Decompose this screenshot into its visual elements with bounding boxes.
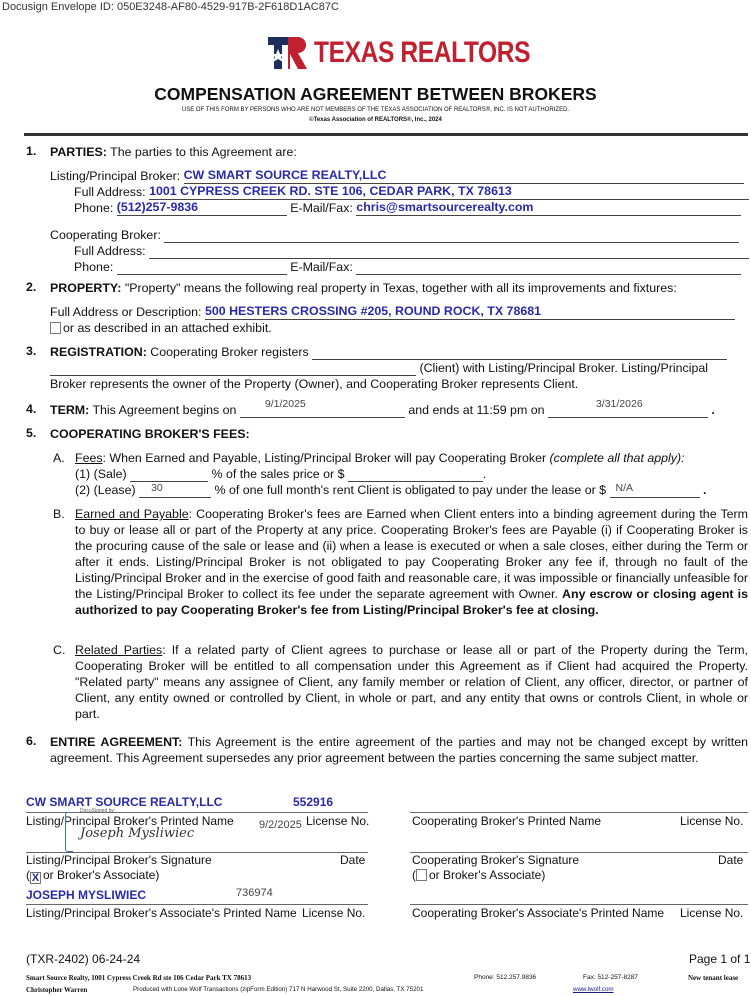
docusign-label: DocuSigned by:: [80, 808, 116, 814]
subsection-text: : Cooperating Broker's fees are Earned when Client enters into a binding agreement during the Term to buy or lease all or part of the Property at any price. Cooperating Broker's fees are Payable (i) if Cooperating Broker is the procuring cause of the sale or lease and (ii) when a lease is executed or when a sale closes, either during the Term or after it ends. Listing/Principal Broker is not obligated to pay Cooperating Broker any fee if, through no fault of the Listing/Principal Broker and in the exercise of good faith and reasonable care, it was impossible or financially unfeasible for the Listing/Principal Broker to collect its fee under the separate agreement with Owner.: [75, 507, 748, 601]
subsection-label: C.: [53, 643, 66, 657]
section-heading: ENTIRE AGREEMENT:: [50, 735, 183, 749]
listing-broker-printed-name: CW SMART SOURCE REALTY,LLC: [26, 795, 223, 809]
associate-checkbox[interactable]: X: [31, 872, 40, 884]
subsection-note: (complete all that apply):: [549, 451, 685, 465]
document-name: New tenant lease: [688, 974, 739, 982]
subsection-heading: Earned and Payable: [75, 507, 189, 521]
label: License No.: [680, 906, 744, 920]
subsection-label: A.: [53, 451, 65, 465]
section-text: Broker represents the owner of the Property (Owner), and Cooperating Broker represents Client.: [50, 377, 579, 391]
section-heading: PROPERTY:: [50, 281, 122, 295]
document-title: COMPENSATION AGREEMENT BETWEEN BROKERS: [154, 84, 597, 104]
lease-amount-field[interactable]: N/A: [610, 485, 700, 498]
section-number: 3.: [26, 344, 37, 358]
phone-label: Phone:: [74, 201, 114, 215]
section-number: 2.: [26, 280, 37, 294]
copyright: ©Texas Association of REALTORS®, Inc., 2024: [309, 117, 442, 123]
exhibit-text: or as described in an attached exhibit.: [63, 321, 272, 335]
lease-percent-field[interactable]: 30: [139, 485, 211, 498]
exhibit-checkbox[interactable]: [50, 322, 61, 334]
term-end-field[interactable]: 3/31/2026: [548, 405, 708, 418]
coop-broker-field[interactable]: [164, 230, 739, 243]
envelope-id: Docusign Envelope ID: 050E3248-AF80-4529-917B-2F618D1AC87C: [2, 1, 339, 13]
listing-broker-license: 552916: [293, 795, 334, 809]
subsection-heading: Related Parties: [75, 643, 163, 657]
earned-payable-paragraph: [75, 506, 748, 618]
coop-email-field[interactable]: [356, 262, 741, 275]
label: or Broker's Associate): [429, 868, 546, 882]
coop-address-field[interactable]: [149, 246, 749, 259]
listing-phone-field[interactable]: (512)257-9836: [117, 203, 287, 216]
section-text: This Agreement begins on: [92, 403, 237, 417]
associate-check-row: ( X or Broker's Associate): [26, 868, 160, 884]
section-heading: REGISTRATION:: [50, 345, 147, 359]
docusign-bracket: [65, 812, 73, 852]
address-label: Full Address:: [74, 244, 146, 258]
sale-text: % of the sales price or $: [211, 467, 345, 481]
label: Listing/Principal Broker's Signature: [26, 853, 212, 867]
section-number: 4.: [26, 402, 37, 416]
related-parties-paragraph: [75, 642, 748, 722]
coop-associate-checkbox[interactable]: [416, 869, 427, 881]
label: License No.: [306, 814, 370, 828]
lease-text: % of one full month's rent Client is obligated to pay under the lease or $: [214, 483, 607, 497]
section-heading: TERM:: [50, 403, 90, 417]
listing-email-field[interactable]: chris@smartsourcerealty.com: [356, 203, 741, 216]
escrow-authorization: Any escrow or closing agent is authorized to pay Cooperating Broker's fee from Listing/Principal Broker's fee at closing.: [75, 587, 748, 617]
associate-license: 736974: [236, 887, 273, 899]
label: Listing/Principal Broker's Associate's Printed Name: [26, 906, 297, 920]
form-number: (TXR-2402) 06-24-24: [26, 952, 141, 966]
client-name-field-2[interactable]: [50, 363, 416, 376]
listing-broker-signature[interactable]: Joseph Mysliwiec: [80, 826, 195, 841]
section-heading: PARTIES:: [50, 145, 107, 159]
coop-broker-label: Cooperating Broker:: [50, 228, 161, 242]
section-text: The parties to this Agreement are:: [110, 145, 297, 159]
listing-broker-field[interactable]: CW SMART SOURCE REALTY,LLC: [184, 171, 744, 184]
label: Cooperating Broker's Printed Name: [412, 814, 602, 828]
page-number: Page 1 of 1: [689, 952, 751, 966]
section-text: and ends at 11:59 pm on: [408, 403, 545, 417]
sale-amount-field[interactable]: [348, 469, 483, 482]
client-name-field[interactable]: [312, 347, 727, 360]
office-info: Smart Source Realty, 1001 Cypress Creek Rd ste 106 Cedar Park TX 78613: [26, 974, 252, 982]
produced-with: Produced with Lone Wolf Transactions (zipForm Edition) 717 N Harwood St, Suite 2200, Dallas, TX 75201: [133, 986, 424, 993]
section-heading: COOPERATING BROKER'S FEES:: [50, 427, 250, 441]
lwolf-link[interactable]: www.lwolf.com: [573, 986, 614, 993]
associate-printed-name: JOSEPH MYSLIWIEC: [26, 888, 147, 902]
property-address-label: Full Address or Description:: [50, 305, 202, 319]
listing-broker-label: Listing/Principal Broker:: [50, 169, 181, 183]
texas-realtors-logo: [268, 36, 578, 70]
property-address-field[interactable]: 500 HESTERS CROSSING #205, ROUND ROCK, TX 78681: [205, 307, 735, 320]
coop-phone-field[interactable]: [117, 262, 287, 275]
label: License No.: [680, 814, 744, 828]
subsection-label: B.: [53, 507, 65, 521]
label: or Broker's Associate): [43, 868, 160, 882]
section-text: "Property" means the following real property in Texas, together with all its improvements and fixtures:: [124, 281, 677, 295]
coop-associate-check-row: ( or Broker's Associate): [412, 868, 546, 882]
subsection-text: : If a related party of Client agrees to purchase or lease all or part of the Property during the Term, Cooperating Broker will be entitled to all compensation under this Agreement as if Client had acquired the Property. "Related party" means any assignee of Client, any family member or relation of Client, any officer, director, or partner of Client, any entity owned or controlled by Client, in whole or part, and any entity that owns or controls Client, in whole or part.: [75, 643, 748, 721]
term-begin-field[interactable]: 9/1/2025: [240, 405, 405, 418]
office-phone: Phone: 512.257.9836: [474, 974, 537, 981]
phone-label: Phone:: [74, 260, 114, 274]
section-text: This Agreement is the entire agreement of the parties and may not be changed except by written agreement. This Agreement supersedes any prior agreement between the parties concerning the same subject matter.: [50, 735, 748, 765]
lease-label: (2) (Lease): [75, 483, 136, 497]
section-number: 6.: [26, 734, 37, 748]
listing-address-field[interactable]: 1001 CYPRESS CREEK RD. STE 106, CEDAR PARK, TX 78613: [149, 187, 749, 200]
sale-label: (1) (Sale): [75, 467, 127, 481]
usage-notice: USE OF THIS FORM BY PERSONS WHO ARE NOT MEMBERS OF THE TEXAS ASSOCIATION OF REALTORS®, INC. IS NOT AUTHORIZED.: [181, 107, 570, 113]
section-text: (Client) with Listing/Principal Broker. Listing/Principal: [419, 361, 708, 375]
tr-logo-icon: [268, 37, 308, 69]
email-label: E-Mail/Fax:: [290, 260, 353, 274]
label: Date: [718, 853, 744, 867]
subsection-text: : When Earned and Payable, Listing/Principal Broker will pay Cooperating Broker: [102, 451, 550, 465]
email-label: E-Mail/Fax:: [290, 201, 353, 215]
label: License No.: [302, 906, 366, 920]
label: Listing/Principal Broker's Printed Name: [26, 814, 234, 828]
label: Cooperating Broker's Associate's Printed Name: [412, 906, 665, 920]
signature-date: 9/2/2025: [259, 819, 302, 831]
section-number: 5.: [26, 426, 37, 440]
header-rule: [24, 133, 748, 136]
section-number: 1.: [26, 144, 37, 158]
label: Cooperating Broker's Signature: [412, 853, 580, 867]
office-fax: Fax: 512-257-8287: [583, 974, 638, 981]
address-label: Full Address:: [74, 185, 146, 199]
subsection-heading: Fees: [75, 451, 103, 465]
logo-text: TEXAS REALTORS: [314, 36, 531, 69]
sale-percent-field[interactable]: [130, 469, 208, 482]
label: Date: [340, 853, 366, 867]
section-text: Cooperating Broker registers: [150, 345, 309, 359]
agent-name: Christopher Warren: [26, 986, 88, 994]
